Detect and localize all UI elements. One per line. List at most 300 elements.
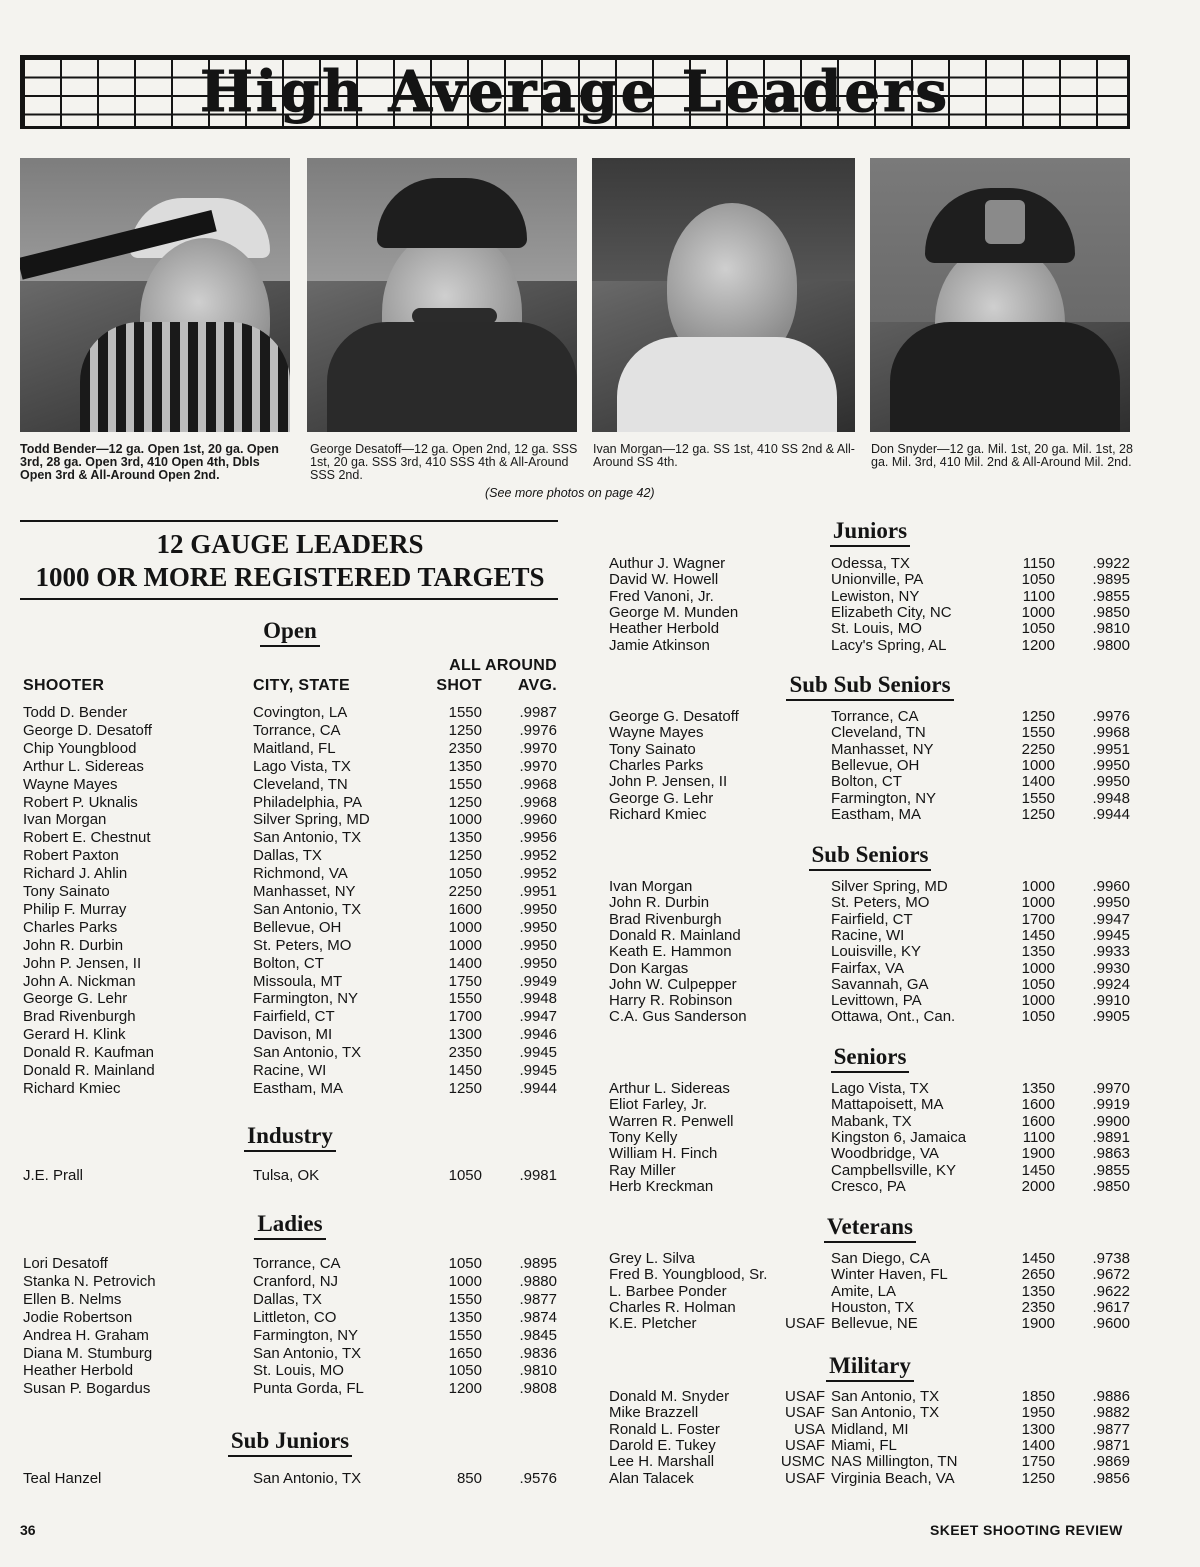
city-state: Manhasset, NY	[831, 740, 934, 758]
section-heading-text: Ladies	[254, 1211, 325, 1240]
shooter-name: Donald R. Kaufman	[23, 1044, 154, 1062]
table-row	[0, 604, 1200, 622]
targets-shot: 1450	[1021, 926, 1055, 944]
city-state: Mattapoisett, MA	[831, 1096, 944, 1114]
average: .9956	[519, 829, 557, 847]
city-state: Farmington, NY	[253, 1326, 359, 1344]
average: .9950	[1092, 894, 1130, 912]
shooter-name: Philip F. Murray	[23, 900, 127, 918]
average: .9855	[1092, 1161, 1130, 1179]
shooter-name: Don Kargas	[609, 959, 689, 977]
targets-shot: 1100	[1022, 1128, 1055, 1146]
table-row	[0, 1062, 1200, 1080]
average: .9951	[1092, 740, 1130, 758]
city-state: Richmond, VA	[253, 865, 348, 883]
average: .9576	[519, 1470, 557, 1487]
targets-shot: 1600	[1021, 1112, 1055, 1130]
average: .9950	[519, 936, 557, 954]
average: .9945	[519, 1044, 557, 1062]
table-row	[0, 757, 1200, 775]
city-state: Louisville, KY	[831, 943, 922, 961]
city-state: NAS Millington, TN	[831, 1453, 958, 1471]
city-state: San Antonio, TX	[253, 1044, 362, 1062]
average: .9905	[1092, 1008, 1130, 1026]
average: .9617	[1092, 1298, 1130, 1316]
title-banner	[20, 55, 1130, 129]
targets-shot: 1650	[448, 1344, 482, 1362]
shooter-name: Gerard H. Klink	[23, 1026, 126, 1044]
average: .9946	[519, 1026, 557, 1044]
targets-shot: 1350	[1021, 1282, 1055, 1300]
section-heading-text: Sub Sub Seniors	[786, 672, 953, 701]
city-state: Manhasset, NY	[253, 883, 356, 900]
city-state: Bellevue, OH	[831, 756, 920, 774]
city-state: Bellevue, OH	[253, 918, 342, 936]
average: .9877	[1092, 1420, 1130, 1438]
shooter-name: John R. Durbin	[609, 894, 710, 912]
targets-shot: 1600	[1021, 1096, 1055, 1114]
targets-shot: 2650	[1021, 1266, 1055, 1284]
average: .9950	[1092, 773, 1130, 791]
targets-shot: 1050	[1021, 975, 1055, 993]
targets-shot: 1250	[448, 847, 482, 865]
city-state: Davison, MI	[253, 1026, 333, 1044]
table-row	[0, 976, 1200, 994]
city-state: Tulsa, OK	[253, 1167, 320, 1184]
table-row	[0, 1008, 1200, 1026]
city-state: Woodbridge, VA	[831, 1145, 939, 1163]
targets-shot: 1000	[1021, 992, 1055, 1010]
table-row	[0, 847, 1200, 865]
city-state: St. Peters, MO	[831, 894, 930, 912]
average: .9891	[1092, 1128, 1130, 1146]
table-row	[0, 894, 1200, 912]
average: .9945	[1092, 926, 1130, 944]
city-state: Unionville, PA	[831, 571, 924, 589]
city-state: Lago Vista, TX	[831, 1080, 929, 1097]
average: .9944	[519, 1079, 557, 1097]
average: .9856	[1092, 1469, 1130, 1487]
targets-shot: 1250	[1021, 708, 1055, 725]
divider	[20, 520, 558, 522]
service-branch: USA	[794, 1420, 825, 1438]
section-heading-text: Seniors	[831, 1044, 910, 1073]
table-row	[0, 721, 1200, 742]
city-state: Lago Vista, TX	[253, 757, 351, 775]
city-state: Farmington, NY	[831, 789, 937, 807]
table-row	[0, 992, 1200, 1010]
shot-header: SHOT	[436, 677, 482, 694]
average: .9948	[1092, 789, 1130, 807]
city-state: St. Louis, MO	[253, 1362, 344, 1380]
shooter-name: Authur J. Wagner	[609, 555, 726, 572]
city-state: Miami, FL	[831, 1436, 897, 1454]
targets-shot: 1150	[1022, 555, 1055, 572]
average: .9930	[1092, 959, 1130, 977]
average: .9600	[1092, 1315, 1130, 1333]
photo-caption: Ivan Morgan—12 ga. SS 1st, 410 SS 2nd & All-Around SS 4th.	[593, 442, 855, 469]
service-branch: USAF	[784, 1469, 825, 1487]
photo-todd-bender	[20, 158, 290, 432]
targets-shot: 1050	[1021, 620, 1055, 638]
shooter-name: Wayne Mayes	[609, 724, 704, 742]
average: .9672	[1092, 1266, 1130, 1284]
targets-shot: 850	[456, 1470, 482, 1487]
average: .9981	[519, 1167, 557, 1184]
service-branch: USAF	[784, 1436, 825, 1454]
section-heading-text: Sub Juniors	[228, 1428, 352, 1457]
average: .9845	[519, 1326, 557, 1344]
service-branch: USMC	[780, 1453, 825, 1471]
average: .9869	[1092, 1453, 1130, 1471]
targets-shot: 1550	[448, 1326, 482, 1344]
average: .9855	[1092, 587, 1130, 605]
table-row	[0, 571, 1200, 589]
targets-shot: 2350	[1021, 1298, 1055, 1316]
shooter-name: Heather Herbold	[23, 1362, 134, 1380]
shooter-name: L. Barbee Ponder	[609, 1282, 727, 1300]
city-state: Philadelphia, PA	[253, 793, 362, 811]
shooter-name: William H. Finch	[609, 1145, 718, 1163]
average: .9810	[519, 1362, 557, 1380]
main-subtitle: 1000 OR MORE REGISTERED TARGETS	[35, 562, 545, 592]
average: .9895	[519, 1255, 557, 1272]
targets-shot: 2350	[448, 1044, 482, 1062]
city-state: Cleveland, TN	[253, 775, 348, 793]
shooter-name: Brad Rivenburgh	[609, 910, 722, 928]
table-row	[0, 1080, 1200, 1098]
targets-shot: 1950	[1021, 1404, 1055, 1422]
shooter-name: Robert P. Uknalis	[23, 793, 138, 811]
shooter-name: Susan P. Bogardus	[23, 1380, 151, 1398]
average: .9976	[519, 721, 557, 739]
table-row	[0, 1453, 1200, 1471]
shooter-name: Teal Hanzel	[23, 1470, 102, 1487]
shooter-name: Robert Paxton	[23, 847, 119, 865]
targets-shot: 1350	[1021, 943, 1055, 961]
average: .9951	[519, 883, 557, 900]
targets-shot: 1100	[1022, 587, 1055, 605]
targets-shot: 1200	[448, 1380, 482, 1398]
targets-shot: 1700	[448, 1008, 482, 1026]
table-row	[0, 637, 1200, 655]
average: .9871	[1092, 1436, 1130, 1454]
city-state: Virginia Beach, VA	[831, 1469, 955, 1487]
city-state: San Antonio, TX	[831, 1404, 940, 1422]
average: .9950	[1092, 756, 1130, 774]
shooter-name: George G. Desatoff	[609, 708, 739, 725]
targets-shot: 1250	[1021, 805, 1055, 823]
average: .9882	[1092, 1404, 1130, 1422]
targets-shot: 1250	[1021, 1469, 1055, 1487]
publication-name: SKEET SHOOTING REVIEW	[930, 1522, 1123, 1538]
shooter-name: John W. Culpepper	[609, 975, 737, 993]
targets-shot: 1000	[1021, 959, 1055, 977]
shooter-name: John P. Jensen, II	[23, 954, 142, 972]
table-row	[0, 911, 1200, 929]
city-state: Odessa, TX	[831, 555, 910, 572]
city-header: CITY, STATE	[253, 677, 350, 694]
average: .9952	[519, 847, 557, 865]
city-state: Cresco, PA	[831, 1177, 906, 1195]
table-row	[0, 1266, 1200, 1284]
shooter-name: John R. Durbin	[23, 936, 124, 954]
targets-shot: 2250	[448, 883, 482, 900]
average: .9850	[1092, 603, 1130, 621]
banner-title: High Average Leaders	[194, 62, 956, 122]
shooter-name: K.E. Pletcher	[609, 1315, 697, 1333]
targets-shot: 1350	[448, 829, 482, 847]
city-state: Fairfield, CT	[253, 1008, 335, 1026]
table-row	[0, 878, 1200, 896]
average: .9976	[1092, 708, 1130, 725]
targets-shot: 1000	[448, 936, 482, 954]
city-state: Silver Spring, MD	[831, 878, 948, 895]
photo-george-desatoff	[307, 158, 577, 432]
city-state: Farmington, NY	[253, 990, 359, 1008]
average: .9987	[519, 704, 557, 721]
shooter-name: Charles Parks	[609, 756, 704, 774]
targets-shot: 1000	[1021, 878, 1055, 895]
average: .9880	[519, 1272, 557, 1290]
targets-shot: 1300	[1021, 1420, 1055, 1438]
average: .9960	[519, 811, 557, 829]
targets-shot: 2250	[1021, 740, 1055, 758]
shooter-name: Ray Miller	[609, 1161, 676, 1179]
photo-caption: Todd Bender—12 ga. Open 1st, 20 ga. Open 3rd, 28 ga. Open 3rd, 410 Open 4th, Dbls Open 3rd & All-Around Open 2nd.	[20, 442, 279, 482]
shooter-name: Heather Herbold	[609, 620, 720, 638]
shooter-name: C.A. Gus Sanderson	[609, 1008, 747, 1026]
shooter-name: Donald M. Snyder	[609, 1388, 730, 1405]
table-row	[0, 773, 1200, 791]
shooter-name: Mike Brazzell	[609, 1404, 699, 1422]
shooter-name: Keath E. Hammon	[609, 943, 732, 961]
table-row	[0, 555, 1200, 573]
shooter-name: Darold E. Tukey	[609, 1436, 716, 1454]
table-row	[0, 1299, 1200, 1317]
shooter-name: Charles Parks	[23, 918, 118, 936]
shooter-name: Ivan Morgan	[23, 811, 107, 829]
city-state: Cranford, NJ	[253, 1272, 339, 1290]
city-state: St. Peters, MO	[253, 936, 352, 954]
table-row	[0, 829, 1200, 847]
photo-caption: George Desatoff—12 ga. Open 2nd, 12 ga. SSS 1st, 20 ga. SSS 3rd, 410 SSS 4th & All-Around SSS 2nd.	[310, 442, 578, 482]
table-row	[0, 1283, 1200, 1301]
city-state: Fairfax, VA	[831, 959, 905, 977]
section-heading-ladies	[20, 1211, 560, 1240]
targets-shot: 1400	[448, 954, 482, 972]
photo-don-snyder	[870, 158, 1130, 432]
city-state: Littleton, CO	[253, 1308, 337, 1326]
average: .9950	[519, 900, 557, 918]
average: .9622	[1092, 1282, 1130, 1300]
service-branch: USAF	[784, 1404, 825, 1422]
targets-shot: 1450	[1021, 1250, 1055, 1267]
table-row	[0, 1145, 1200, 1163]
section-heading-seniors	[760, 1044, 980, 1073]
average: .9968	[1092, 724, 1130, 742]
targets-shot: 2350	[448, 739, 482, 757]
average: .9968	[519, 793, 557, 811]
city-state: Cleveland, TN	[831, 724, 926, 742]
city-state: San Antonio, TX	[831, 1388, 940, 1405]
table-row	[0, 1113, 1200, 1131]
city-state: Bolton, CT	[253, 954, 324, 972]
section-heading-text: Military	[826, 1353, 914, 1382]
targets-shot: 1550	[448, 990, 482, 1008]
targets-shot: 1850	[1021, 1388, 1055, 1405]
targets-shot: 1400	[1021, 1436, 1055, 1454]
shooter-name: Jodie Robertson	[23, 1308, 133, 1326]
see-more-note: (See more photos on page 42)	[485, 486, 655, 500]
shooter-name: Ivan Morgan	[609, 878, 693, 895]
targets-shot: 1450	[448, 1062, 482, 1079]
shooter-name: Richard Kmiec	[23, 1079, 121, 1097]
city-state: Silver Spring, MD	[253, 811, 370, 829]
shooter-name: Fred B. Youngblood, Sr.	[609, 1266, 768, 1284]
shooter-name: Richard J. Ahlin	[23, 865, 128, 883]
average: .9970	[519, 739, 557, 757]
shooter-name: Wayne Mayes	[23, 775, 118, 793]
city-state: Lacy's Spring, AL	[831, 636, 947, 654]
targets-shot: 1050	[1021, 571, 1055, 589]
city-state: Covington, LA	[253, 704, 348, 721]
shooter-name: Jamie Atkinson	[609, 636, 710, 654]
targets-shot: 1050	[448, 865, 482, 883]
shooter-name: Brad Rivenburgh	[23, 1008, 136, 1026]
shooter-name: George D. Desatoff	[23, 721, 152, 739]
targets-shot: 1250	[448, 793, 482, 811]
section-heading-sub-sub-seniors	[760, 672, 980, 701]
shooter-name: Grey L. Silva	[609, 1250, 695, 1267]
shooter-name: Harry R. Robinson	[609, 992, 733, 1010]
section-heading-veterans	[760, 1214, 980, 1243]
table-row	[0, 943, 1200, 961]
city-state: San Antonio, TX	[253, 1344, 362, 1362]
average: .9738	[1092, 1250, 1130, 1267]
targets-shot: 1550	[1021, 724, 1055, 742]
average: .9922	[1092, 555, 1130, 572]
targets-shot: 1050	[448, 1255, 482, 1272]
table-row	[0, 1404, 1200, 1422]
city-state: Racine, WI	[253, 1062, 327, 1079]
shooter-name: Arthur L. Sidereas	[609, 1080, 730, 1097]
average: .9960	[1092, 878, 1130, 895]
city-state: San Antonio, TX	[253, 900, 362, 918]
average: .9949	[519, 972, 557, 990]
city-state: Midland, MI	[831, 1420, 909, 1438]
shooter-name: George G. Lehr	[23, 990, 128, 1008]
photo-caption: Don Snyder—12 ga. Mil. 1st, 20 ga. Mil. 1st, 28 ga. Mil. 3rd, 410 Mil. 2nd & All-Around Mil. 2nd.	[871, 442, 1133, 469]
section-heading-text: Open	[260, 618, 320, 647]
shooter-name: Herb Kreckman	[609, 1177, 714, 1195]
average: .9950	[519, 954, 557, 972]
table-row	[0, 1362, 1200, 1380]
city-state: Fairfield, CT	[831, 910, 913, 928]
targets-shot: 1050	[448, 1167, 482, 1184]
city-state: Savannah, GA	[831, 975, 929, 993]
targets-shot: 1000	[1021, 603, 1055, 621]
city-state: Levittown, PA	[831, 992, 922, 1010]
shooter-name: George M. Munden	[609, 603, 739, 621]
photo-ivan-morgan	[592, 158, 855, 432]
targets-shot: 1550	[1021, 789, 1055, 807]
table-row	[0, 806, 1200, 824]
average: .9800	[1092, 636, 1130, 654]
targets-shot: 1000	[448, 811, 482, 829]
average: .9877	[519, 1290, 557, 1308]
average: .9874	[519, 1308, 557, 1326]
shooter-name: Charles R. Holman	[609, 1298, 736, 1316]
city-state: San Diego, CA	[831, 1250, 931, 1267]
shooter-name: J.E. Prall	[23, 1167, 84, 1184]
section-heading-sub-seniors	[760, 842, 980, 871]
targets-shot: 1400	[1021, 773, 1055, 791]
targets-shot: 1550	[448, 1290, 482, 1308]
targets-shot: 1450	[1021, 1161, 1055, 1179]
shooter-name: Diana M. Stumburg	[23, 1344, 153, 1362]
table-row	[0, 1437, 1200, 1455]
table-row	[0, 1345, 1200, 1363]
targets-shot: 1350	[448, 1308, 482, 1326]
city-state: San Antonio, TX	[253, 829, 362, 847]
targets-shot: 1350	[448, 757, 482, 775]
section-heading-text: Industry	[244, 1123, 336, 1152]
targets-shot: 1600	[448, 900, 482, 918]
city-state: Torrance, CA	[831, 708, 919, 725]
city-state: Kingston 6, Jamaica	[831, 1128, 967, 1146]
city-state: Eastham, MA	[253, 1079, 344, 1097]
average: .9850	[1092, 1177, 1130, 1195]
table-row	[0, 960, 1200, 978]
shooter-name: David W. Howell	[609, 571, 719, 589]
targets-shot: 1700	[1021, 910, 1055, 928]
average: .9970	[519, 757, 557, 775]
shooter-name: Richard Kmiec	[609, 805, 707, 823]
average: .9886	[1092, 1388, 1130, 1405]
table-row	[0, 1421, 1200, 1439]
targets-shot: 1250	[448, 1079, 482, 1097]
table-row	[0, 1044, 1200, 1062]
targets-shot: 1750	[448, 972, 482, 990]
targets-shot: 1900	[1021, 1315, 1055, 1333]
average: .9808	[519, 1380, 557, 1398]
shooter-name: Fred Vanoni, Jr.	[609, 587, 714, 605]
service-branch: USAF	[784, 1315, 825, 1333]
shooter-name: Tony Sainato	[23, 883, 110, 900]
average: .9836	[519, 1344, 557, 1362]
shooter-name: Ronald L. Foster	[609, 1420, 720, 1438]
targets-shot: 1000	[1021, 894, 1055, 912]
targets-shot: 2000	[1021, 1177, 1055, 1195]
targets-shot: 1050	[1021, 1008, 1055, 1026]
shooter-name: Chip Youngblood	[23, 739, 137, 757]
average: .9944	[1092, 805, 1130, 823]
shooter-name: John P. Jensen, II	[609, 773, 728, 791]
shooter-header: SHOOTER	[23, 677, 105, 694]
average: .9810	[1092, 620, 1130, 638]
city-state: San Antonio, TX	[253, 1470, 362, 1487]
average: .9895	[1092, 571, 1130, 589]
city-state: Mabank, TX	[831, 1112, 912, 1130]
city-state: Maitland, FL	[253, 739, 336, 757]
city-state: Campbellsville, KY	[831, 1161, 957, 1179]
service-branch: USAF	[784, 1388, 825, 1405]
table-row	[0, 1162, 1200, 1180]
city-state: Missoula, MT	[253, 972, 343, 990]
shooter-name: John A. Nickman	[23, 972, 136, 990]
table-row	[0, 1178, 1200, 1196]
